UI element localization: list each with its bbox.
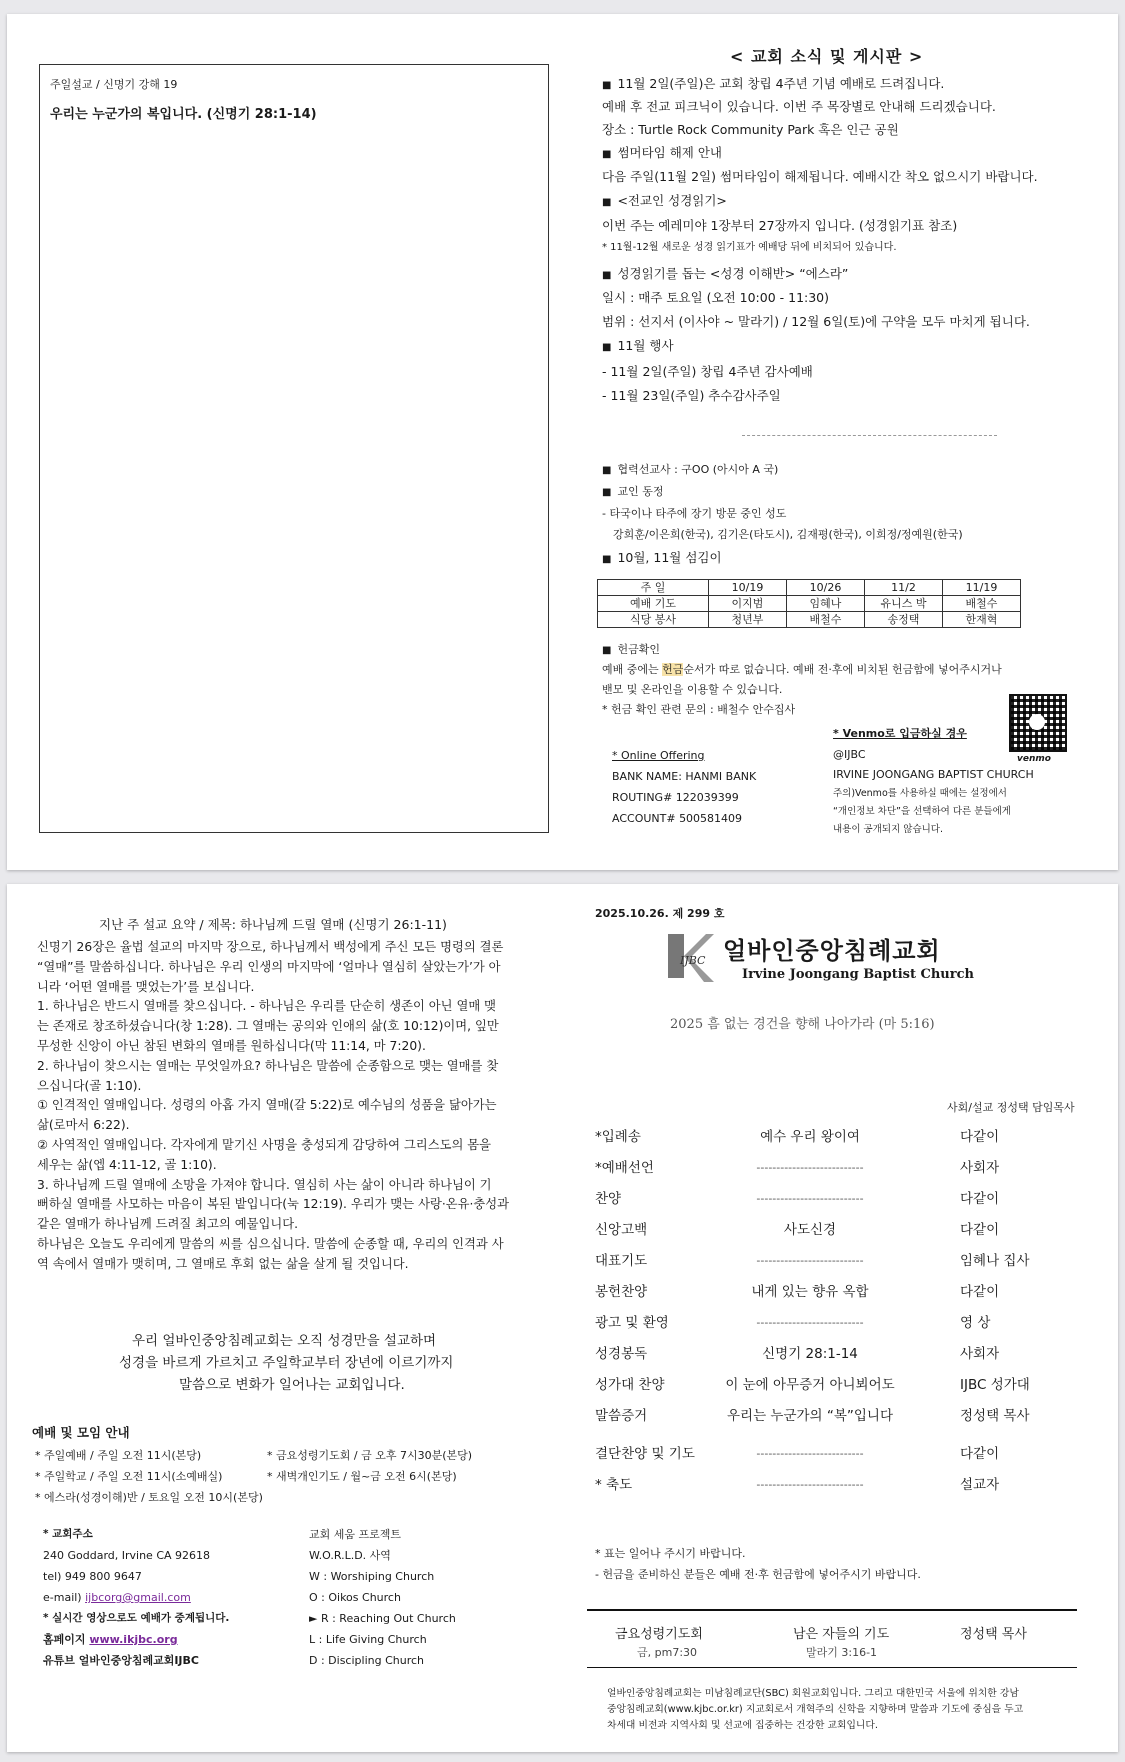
order-item: 말씀증거	[595, 1408, 648, 1424]
motto: 2025 흠 없는 경건을 향해 나아가라 (마 5:16)	[670, 1017, 935, 1032]
order-content: ---------------------------	[756, 1192, 864, 1205]
offering-line: 밴모 및 온라인을 이용할 수 있습니다.	[602, 683, 783, 696]
venmo-note: 내용이 공개되지 않습니다.	[833, 824, 944, 835]
divider-line	[587, 1667, 1077, 1668]
square-bullet-icon: ■	[602, 465, 612, 476]
service-item: * 에스라(성경이해)반 / 토요일 오전 10시(본당)	[35, 1491, 263, 1504]
square-bullet-icon: ■	[602, 487, 612, 498]
order-item: * 축도	[595, 1477, 633, 1493]
project-item: O : Oikos Church	[309, 1591, 401, 1604]
church-name-en: Irvine Joongang Baptist Church	[742, 967, 974, 982]
vision-line: 우리 얼바인중앙침례교회는 오직 성경만을 설교하며	[132, 1333, 437, 1349]
order-item: *입례송	[595, 1129, 641, 1145]
friday-scripture: 말라기 3:16-1	[806, 1646, 878, 1659]
summary-line: “열매”를 말씀하십니다. 하나님은 우리 인생의 마지막에 ‘얼마나 열심히 살았는가’가 아	[37, 959, 501, 974]
board-item-head: ■ 썸머타임 해제 안내	[602, 145, 723, 160]
square-bullet-icon: ■	[602, 342, 612, 353]
homepage-line: 홈페이지 www.ikjbc.org	[43, 1633, 178, 1646]
email-link[interactable]: ijbcorg@gmail.com	[85, 1591, 191, 1604]
board-line: 이번 주는 예레미야 1장부터 27장까지 입니다. (성경읽기표 참조)	[602, 218, 958, 233]
order-content: ---------------------------	[756, 1478, 864, 1491]
order-content: 사도신경	[783, 1222, 837, 1238]
service-item: * 주일학교 / 주일 오전 11시(소예배실)	[35, 1470, 223, 1483]
service-item: * 금요성령기도회 / 금 오후 7시30분(본당)	[267, 1449, 473, 1462]
project-item: L : Life Giving Church	[309, 1633, 427, 1646]
table-cell: 주 일	[598, 580, 709, 596]
table-cell: 이지범	[709, 596, 787, 612]
table-cell: 한재혁	[943, 612, 1021, 628]
account-number: ACCOUNT# 500581409	[612, 812, 743, 825]
board-line: 장소 : Turtle Rock Community Park 혹은 인근 공원	[602, 122, 899, 137]
venmo-qr-code[interactable]	[1009, 694, 1067, 752]
offering-line: 예배 중에는 헌금순서가 따로 없습니다. 예배 전·후에 비치된 헌금함에 넣어주시거나	[602, 663, 1002, 676]
table-row	[598, 612, 1021, 628]
order-content: ---------------------------	[756, 1161, 864, 1174]
order-item: 찬양	[595, 1191, 622, 1207]
table-cell: 배철수	[943, 596, 1021, 612]
table-cell: 임혜나	[787, 596, 865, 612]
service-item: * 주일예배 / 주일 오전 11시(본당)	[35, 1449, 202, 1462]
table-cell: 송정택	[865, 612, 943, 628]
summary-line: 같은 열매가 하나님께 드려질 최고의 예물입니다.	[37, 1217, 299, 1232]
square-bullet-icon: ■	[602, 149, 612, 160]
order-by: 다같이	[960, 1446, 1000, 1462]
order-content: 신명기 28:1-14	[762, 1346, 858, 1362]
presider: 사회/설교 정성택 담임목사	[947, 1101, 1075, 1114]
square-bullet-icon: ■	[602, 645, 612, 656]
summary-line: 3. 하나님께 드릴 열매에 소망을 가져야 합니다. 열심히 사는 삶이 아니라 하나님이 기	[37, 1177, 492, 1192]
board-item-head: ■ 11월 2일(주일)은 교회 창립 4주년 기념 예배로 드려집니다.	[602, 76, 945, 91]
square-bullet-icon: ■	[602, 80, 612, 91]
venmo-name: IRVINE JOONGANG BAPTIST CHURCH	[833, 768, 1034, 781]
serve-table	[597, 579, 1021, 628]
board-line: 다음 주일(11월 2일) 썸머타임이 해제됩니다. 예배시간 착오 없으시기 바랍니다.	[602, 169, 1038, 184]
table-row	[598, 596, 1021, 612]
routing-number: ROUTING# 122039399	[612, 791, 739, 804]
order-by: 설교자	[960, 1477, 1000, 1493]
sermon-series: 주일설교 / 신명기 강해 19	[50, 78, 178, 91]
order-content: ---------------------------	[756, 1316, 864, 1329]
table-cell: 식당 봉사	[598, 612, 709, 628]
sermon-title: 우리는 누군가의 복입니다. (신명기 28:1-14)	[50, 107, 317, 122]
homepage-link[interactable]: www.ikjbc.org	[89, 1633, 178, 1646]
summary-line: 무성한 신앙이 아닌 참된 변화의 열매를 원하십니다(막 11:14, 마 7:20).	[37, 1039, 426, 1053]
table-cell: 11/2	[865, 580, 943, 596]
services-title: 예배 및 모임 안내	[32, 1425, 130, 1440]
vision-line: 말씀으로 변화가 일어나는 교회입니다.	[179, 1377, 405, 1393]
summary-line: 1. 하나님은 반드시 열매를 찾으십니다. - 하나님은 우리를 단순히 생존이 아닌 열매 맺	[37, 999, 496, 1014]
order-content: 우리는 누군가의 “복”입니다	[726, 1408, 894, 1424]
order-content: ---------------------------	[756, 1447, 864, 1460]
venmo-note: “개인정보 차단”을 선택하여 다른 분들에게	[833, 806, 1011, 817]
order-by: 다같이	[960, 1222, 1000, 1238]
missionary-line: ■ 협력선교사 : 구OO (아시아 A 국)	[602, 463, 779, 476]
square-bullet-icon: ■	[602, 197, 612, 208]
summary-line: 신명기 26장은 율법 설교의 마지막 장으로, 하나님께서 백성에게 주신 모든 명령의 결론	[37, 940, 504, 954]
vision-line: 성경을 바르게 가르치고 주일학교부터 장년에 이르기까지	[119, 1355, 454, 1371]
church-logo-icon	[660, 928, 715, 984]
venmo-logo-text: venmo	[1017, 754, 1051, 764]
order-item: 신앙고백	[595, 1222, 648, 1238]
order-by: 정성택 목사	[960, 1408, 1030, 1424]
square-bullet-icon: ■	[602, 554, 612, 565]
project-item: W : Worshiping Church	[309, 1570, 435, 1583]
friday-title: 남은 자들의 기도	[793, 1627, 890, 1642]
order-by: 영 상	[960, 1315, 991, 1331]
summary-line: 삶(로마서 6:22).	[37, 1118, 130, 1133]
table-cell: 유니스 박	[865, 596, 943, 612]
table-cell: 11/19	[943, 580, 1021, 596]
bulletin-page-top	[7, 14, 1118, 870]
summary-line: 2. 하나님이 찾으시는 열매는 무엇일까요? 하나님은 말씀에 순종함으로 맺는 열매를 찾	[37, 1058, 499, 1073]
venmo-id: @IJBC	[833, 748, 866, 761]
summary-line: 으십니다(골 1:10).	[37, 1078, 142, 1093]
table-cell: 배철수	[787, 612, 865, 628]
table-cell: 10/26	[787, 580, 865, 596]
summary-line: ② 사역적인 열매입니다. 각자에게 맡기신 사명을 충성되게 감당하여 그리스도의 몸을	[37, 1138, 491, 1152]
board-line: - 11월 23일(주일) 추수감사주일	[602, 388, 781, 403]
footer-line: 얼바인중앙침례교회는 미남침례교단(SBC) 회원교회입니다. 그리고 대한민국 서울에 위치한 강남	[607, 1688, 1019, 1699]
divider-line	[587, 1609, 1077, 1611]
table-row	[598, 580, 1021, 596]
friday-time: 금, pm7:30	[637, 1646, 698, 1659]
project-item: ► R : Reaching Out Church	[309, 1612, 456, 1625]
church-name-ko: 얼바인중앙침례교회	[723, 937, 941, 965]
email-line: e-mail) ijbcorg@gmail.com	[43, 1591, 191, 1604]
order-content: 내게 있는 향유 옥합	[751, 1284, 869, 1300]
order-item: 성경봉독	[595, 1346, 648, 1362]
member-news-names: 강희훈/이은희(한국), 김기은(타도시), 김재평(한국), 이희정/정예원(한국)	[613, 528, 963, 541]
serve-head: ■ 10월, 11월 섬김이	[602, 550, 722, 565]
order-content: 예수 우리 왕이여	[760, 1129, 860, 1145]
order-by: 임혜나 집사	[960, 1253, 1030, 1269]
board-line: - 11월 2일(주일) 창립 4주년 감사예배	[602, 364, 813, 379]
footer-line: 차세대 비전과 지역사회 및 선교에 집중하는 건강한 교회입니다.	[607, 1720, 878, 1731]
venmo-note: 주의)Venmo를 사용하실 때에는 설정에서	[833, 788, 1007, 799]
board-title: < 교회 소식 및 게시판 >	[730, 47, 924, 66]
board-line: 예배 후 전교 피크닉이 있습니다. 이번 주 목장별로 안내해 드리겠습니다.	[602, 99, 996, 114]
order-content: 이 눈에 아무증거 아니뵈어도	[725, 1377, 895, 1393]
bulletin-page-bottom	[7, 884, 1118, 1752]
order-by: 사회자	[960, 1346, 1000, 1362]
order-item: 성가대 찬양	[595, 1377, 665, 1393]
dashed-divider	[742, 435, 997, 436]
telephone: tel) 949 800 9647	[43, 1570, 142, 1583]
summary-line: ① 인격적인 열매입니다. 성령의 아홉 가지 열매(갈 5:22)로 예수님의 성품을 닮아가는	[37, 1098, 497, 1113]
table-cell: 청년부	[709, 612, 787, 628]
order-item: 봉헌찬양	[595, 1284, 648, 1300]
board-line: 일시 : 매주 토요일 (오전 10:00 - 11:30)	[602, 290, 830, 305]
address: 240 Goddard, Irvine CA 92618	[43, 1549, 211, 1562]
summary-line: 하나님은 오늘도 우리에게 말씀의 씨를 심으십니다. 말씀에 순종할 때, 우리의 인격과 사	[37, 1237, 504, 1251]
board-item-head: ■ 11월 행사	[602, 338, 674, 353]
summary-line: 니라 ‘어떤 열매를 맺었는가’를 보십니다.	[37, 979, 255, 994]
summary-line: 역 속에서 열매가 맺히며, 그 열매로 후회 없는 삶을 살게 될 것입니다.	[37, 1256, 409, 1271]
project-item: W.O.R.L.D. 사역	[309, 1549, 391, 1562]
order-item: 대표기도	[595, 1253, 648, 1269]
offering-head: ■ 헌금확인	[602, 643, 660, 656]
friday-name: 금요성령기도회	[615, 1627, 703, 1642]
board-note: * 11월-12월 새로운 성경 읽기표가 예배당 뒤에 비치되어 있습니다.	[602, 242, 897, 253]
board-item-head: ■ <전교인 성경읽기>	[602, 193, 727, 208]
board-line: 범위 : 선지서 (이사야 ~ 말라기) / 12월 6일(토)에 구약을 모두 마치게 됩니다.	[602, 314, 1030, 329]
order-by: IJBC 성가대	[960, 1377, 1030, 1393]
table-cell: 예배 기도	[598, 596, 709, 612]
offering-contact: * 헌금 확인 관련 문의 : 배철수 안수집사	[602, 703, 796, 716]
service-item: * 새벽개인기도 / 월~금 오전 6시(본당)	[267, 1470, 457, 1483]
address-head: * 교회주소	[43, 1528, 93, 1540]
table-cell: 10/19	[709, 580, 787, 596]
order-content: ---------------------------	[756, 1254, 864, 1267]
square-bullet-icon: ■	[602, 270, 612, 281]
member-news-head: ■ 교인 동정	[602, 485, 664, 498]
project-item: D : Discipling Church	[309, 1654, 425, 1667]
bank-name: BANK NAME: HANMI BANK	[612, 770, 757, 783]
order-by: 다같이	[960, 1191, 1000, 1207]
logo-text: IJBC	[680, 954, 706, 967]
summary-line: 는 존재로 창조하셨습니다(창 1:28). 그 열매는 공의와 인애의 삶(호 10:12)이며, 잎만	[37, 1019, 499, 1034]
footer-line: 중앙침례교회(www.kjbc.or.kr) 지교회로서 개혁주의 신학을 지향하며 말씀과 기도에 중심을 두고	[607, 1704, 1024, 1715]
live-stream-note: * 실시간 영상으로도 예배가 중계됩니다.	[43, 1612, 230, 1624]
order-item: 결단찬양 및 기도	[595, 1446, 695, 1462]
order-item: 광고 및 환영	[595, 1315, 669, 1331]
note-line: - 헌금을 준비하신 분들은 예배 전·후 헌금함에 넣어주시기 바랍니다.	[595, 1568, 921, 1581]
note-line: * 표는 일어나 주시기 바랍니다.	[595, 1547, 746, 1560]
summary-title: 지난 주 설교 요약 / 제목: 하나님께 드릴 열매 (신명기 26:1-11)	[99, 917, 447, 932]
youtube-line: 유튜브 얼바인중앙침례교회IJBC	[43, 1654, 199, 1667]
summary-line: 세우는 삶(엡 4:11-12, 골 1:10).	[37, 1157, 217, 1172]
sermon-note-box	[39, 64, 549, 833]
project-title: 교회 세움 프로젝트	[309, 1528, 402, 1541]
order-by: 다같이	[960, 1284, 1000, 1300]
board-item-head: ■ 성경읽기를 돕는 <성경 이해반> “에스라”	[602, 266, 849, 281]
issue-number: 2025.10.26. 제 299 호	[595, 907, 725, 920]
venmo-title: * Venmo로 입금하실 경우	[833, 727, 967, 740]
order-by: 다같이	[960, 1129, 1000, 1145]
order-by: 사회자	[960, 1160, 1000, 1176]
online-offering-title: * Online Offering	[612, 749, 705, 762]
friday-speaker: 정성택 목사	[960, 1627, 1027, 1642]
summary-line: 뻐하실 열매를 사모하는 마음이 복된 밭입니다(눅 12:19). 우리가 맺는 사랑·온유·충성과	[37, 1197, 510, 1212]
member-news-line: - 타국이나 타주에 장기 방문 중인 성도	[602, 507, 787, 520]
order-item: *예배선언	[595, 1160, 654, 1176]
